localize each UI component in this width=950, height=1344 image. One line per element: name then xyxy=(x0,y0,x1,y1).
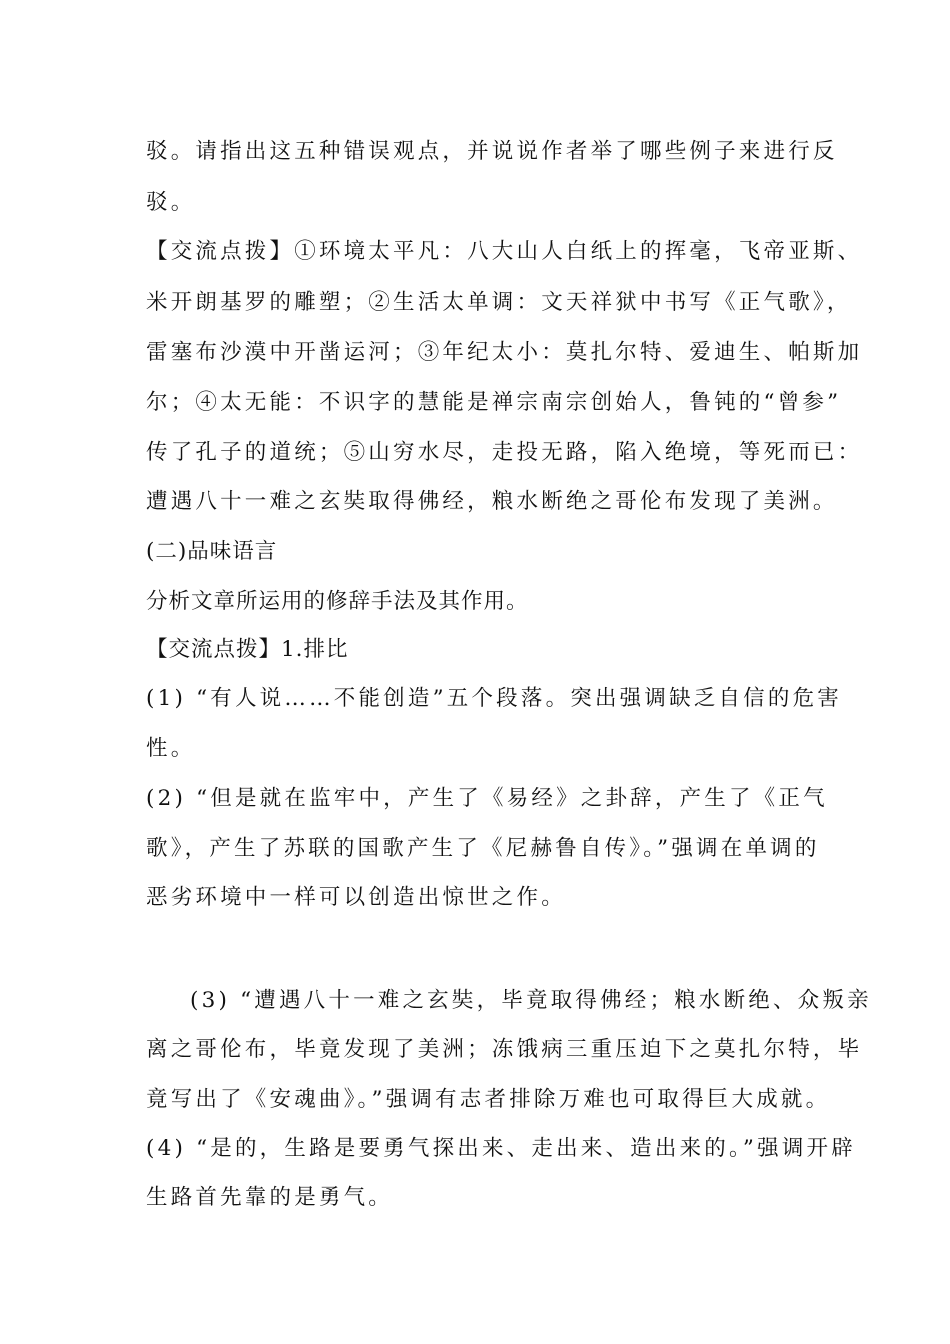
section-heading: (二)品味语言 xyxy=(146,539,278,564)
text-line-19: 竟写出了《安魂曲》。”强调有志者排除万难也可取得巨大成就。 xyxy=(146,1087,831,1112)
text-line-21: 生路首先靠的是勇气。 xyxy=(146,1185,394,1210)
text-line-15: 歌》，产生了苏联的国歌产生了《尼赫鲁自传》。”强调在单调的 xyxy=(146,836,820,861)
text-line-2: 驳。 xyxy=(146,190,196,215)
text-line-5: 雷塞布沙漠中开凿运河；③年纪太小：莫扎尔特、爱迪生、帕斯加 xyxy=(146,340,863,365)
text-line-7: 传了孔子的道统；⑤山穷水尽，走投无路，陷入绝境，等死而已： xyxy=(146,440,863,465)
text-line-14: (2) “但是就在监牢中，产生了《易经》之卦辞，产生了《正气 xyxy=(146,786,828,811)
text-line-4: 米开朗基罗的雕塑；②生活太单调：文天祥狱中书写《正气歌》， xyxy=(146,290,852,315)
text-line-3: 【交流点拨】①环境太平凡：八大山人白纸上的挥毫，飞帝亚斯、 xyxy=(146,239,863,264)
text-line-18: 离之哥伦布，毕竟发现了美洲；冻饿病三重压迫下之莫扎尔特，毕 xyxy=(146,1037,863,1062)
text-line-10: 分析文章所运用的修辞手法及其作用。 xyxy=(146,589,529,614)
text-line-12: (1) “有人说……不能创造”五个段落。突出强调缺乏自信的危害 xyxy=(146,686,842,711)
text-line-11: 【交流点拨】1.排比 xyxy=(146,637,349,662)
text-line-8: 遭遇八十一难之玄奘取得佛经，粮水断绝之哥伦布发现了美洲。 xyxy=(146,489,838,514)
text-line-16: 恶劣环境中一样可以创造出惊世之作。 xyxy=(146,885,566,910)
text-line-6: 尔；④太无能：不识字的慧能是禅宗南宗创始人，鲁钝的“曾参” xyxy=(146,390,842,415)
text-line-13: 性。 xyxy=(146,736,196,761)
text-line-17: (3) “遭遇八十一难之玄奘，毕竟取得佛经；粮水断绝、众叛亲 xyxy=(190,988,872,1013)
text-line-1: 驳。请指出这五种错误观点，并说说作者举了哪些例子来进行反 xyxy=(146,139,838,164)
text-line-20: (4) “是的，生路是要勇气探出来、走出来、造出来的。”强调开辟 xyxy=(146,1136,856,1161)
